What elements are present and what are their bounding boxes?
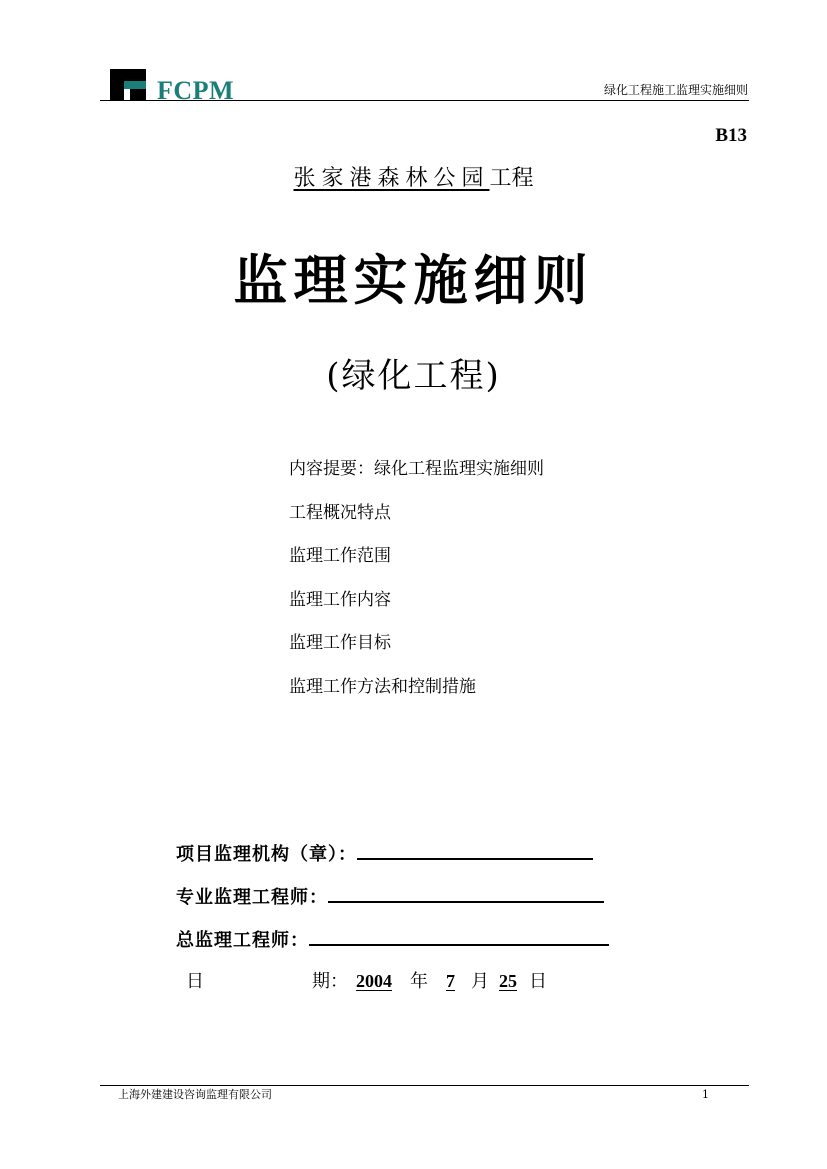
signature-org-field[interactable] — [357, 840, 593, 860]
signature-engineer-field[interactable] — [328, 883, 604, 903]
signature-org-row — [176, 840, 593, 868]
project-name — [0, 164, 827, 194]
list-item: 监理工作范围 — [289, 546, 391, 566]
list-item: 监理工作内容 — [289, 589, 391, 610]
logo-text: FCPM — [157, 76, 235, 105]
date-month-unit: 月 — [471, 971, 489, 992]
project-suffix: 工程 — [489, 166, 534, 191]
list-item: 工程概况特点 — [289, 502, 391, 523]
page-subtitle: (绿化工程) — [326, 356, 501, 396]
signature-org-label: 项目监理机构（章）： — [176, 844, 357, 865]
list-item: 内容提要：绿化工程监理实施细则 — [289, 459, 544, 479]
list-item: 监理工作方法和控制措施 — [289, 676, 476, 697]
date-row — [186, 968, 547, 995]
date-day-unit: 日 — [529, 971, 547, 992]
date-label-day: 日 — [186, 971, 204, 992]
date-year-unit: 年 — [410, 971, 428, 992]
footer-company: 上海外建建设咨询监理有限公司 — [118, 1088, 272, 1101]
signature-chief-label: 总监理工程师： — [176, 930, 309, 951]
header-doc-title: 绿化工程施工监理实施细则 — [603, 83, 748, 97]
signature-chief-row — [176, 926, 609, 954]
date-label-period: 期： — [312, 971, 348, 992]
footer-divider — [100, 1085, 749, 1086]
fcpm-logo-icon — [110, 69, 146, 101]
contents-list — [289, 448, 544, 709]
project-name-text: 张家港森林公园 — [293, 166, 490, 191]
page-title: 监理实施细则 — [233, 249, 594, 312]
page-number: 1 — [702, 1088, 709, 1101]
date-day: 25 — [499, 971, 517, 991]
list-item: 监理工作目标 — [289, 633, 391, 653]
signature-engineer-label: 专业监理工程师： — [176, 887, 328, 908]
signature-engineer-row — [176, 883, 604, 911]
date-month: 7 — [446, 971, 455, 991]
document-code: B13 — [715, 125, 747, 146]
date-year: 2004 — [356, 971, 392, 991]
signature-chief-field[interactable] — [309, 926, 609, 946]
header-divider — [100, 100, 749, 101]
